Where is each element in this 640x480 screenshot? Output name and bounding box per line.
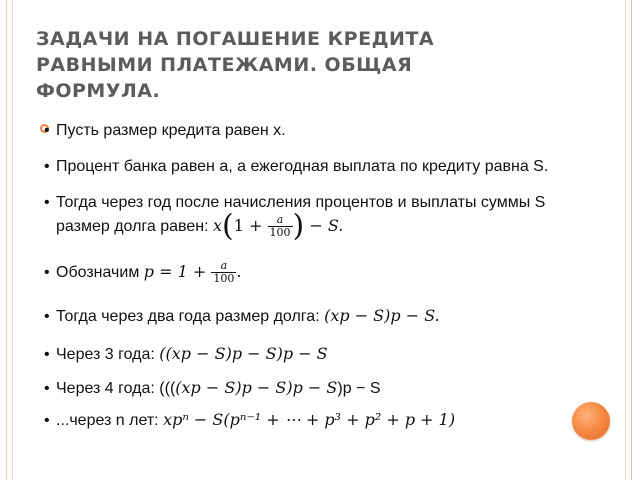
title-line-3: ФОРМУЛА. [36,80,161,102]
bullet-text-6: Через 3 года: [56,346,155,363]
bullet-item-4 [44,260,241,285]
formula-debt-3-years: ((xp − S)p − S)p − S [159,344,328,363]
formula-debt-4-years: ((((xp − S)p − S)p − S)p − S [159,378,381,397]
bullet-item-7 [44,378,381,398]
bullet-text-3: Тогда через год после начисления процентов и выплаты суммы S [56,194,546,211]
title-line-1: ЗАДАЧИ НА ПОГАШЕНИЕ КРЕДИТА [36,28,435,50]
bullet-dot-icon: • [44,380,50,397]
bullet-text-8: ...через n лет: [56,412,159,429]
bullet-text-2: Процент банка равен а, а ежегодная выплата по кредиту равна S. [56,158,549,175]
bullet-item-2 [44,158,548,176]
bullet-text-4: Обозначим [56,264,140,281]
fraction-a-100: $\frac{a}{100}$ [269,213,291,239]
bullet-item-6 [44,344,328,364]
title-line-2: РАВНЫМИ ПЛАТЕЖАМИ. ОБЩАЯ [36,54,413,76]
formula-debt-2-years: (xp − S)p − S. [324,306,440,325]
formula-p-definition: p = 1 + $\frac{a}{100}$ . [143,259,242,285]
bullet-text-3b: размер долга равен: [56,218,209,235]
bullet-item-8 [44,410,455,430]
bullet-item-5 [44,306,440,326]
bullet-dot-icon: • [44,264,50,281]
formula-debt-n-years: xpⁿ − S(pⁿ⁻¹ + ⋯ + p³ + p² + p + 1) [163,410,456,429]
fraction-a-100: $\frac{a}{100}$ [213,259,235,285]
bullet-item-1 [44,122,286,140]
orange-circle-decoration-icon [572,402,610,440]
bullet-dot-icon: • [44,194,50,211]
bullet-dot-icon: • [44,122,50,139]
bullet-item-3-cont [44,208,344,244]
slide-title [36,26,556,104]
bullet-text-1: Пусть размер кредита равен х. [56,122,286,139]
formula-debt-1-year: x(1 + $\frac{a}{100}$ ) − S. [213,208,344,244]
bullet-dot-icon: • [44,158,50,175]
bullet-text-7: Через 4 года: [56,380,155,397]
bullet-dot-icon: • [44,346,50,363]
bullet-dot-icon: • [44,412,50,429]
bullet-text-5: Тогда через два года размер долга: [56,308,320,325]
bullet-dot-icon: • [44,308,50,325]
